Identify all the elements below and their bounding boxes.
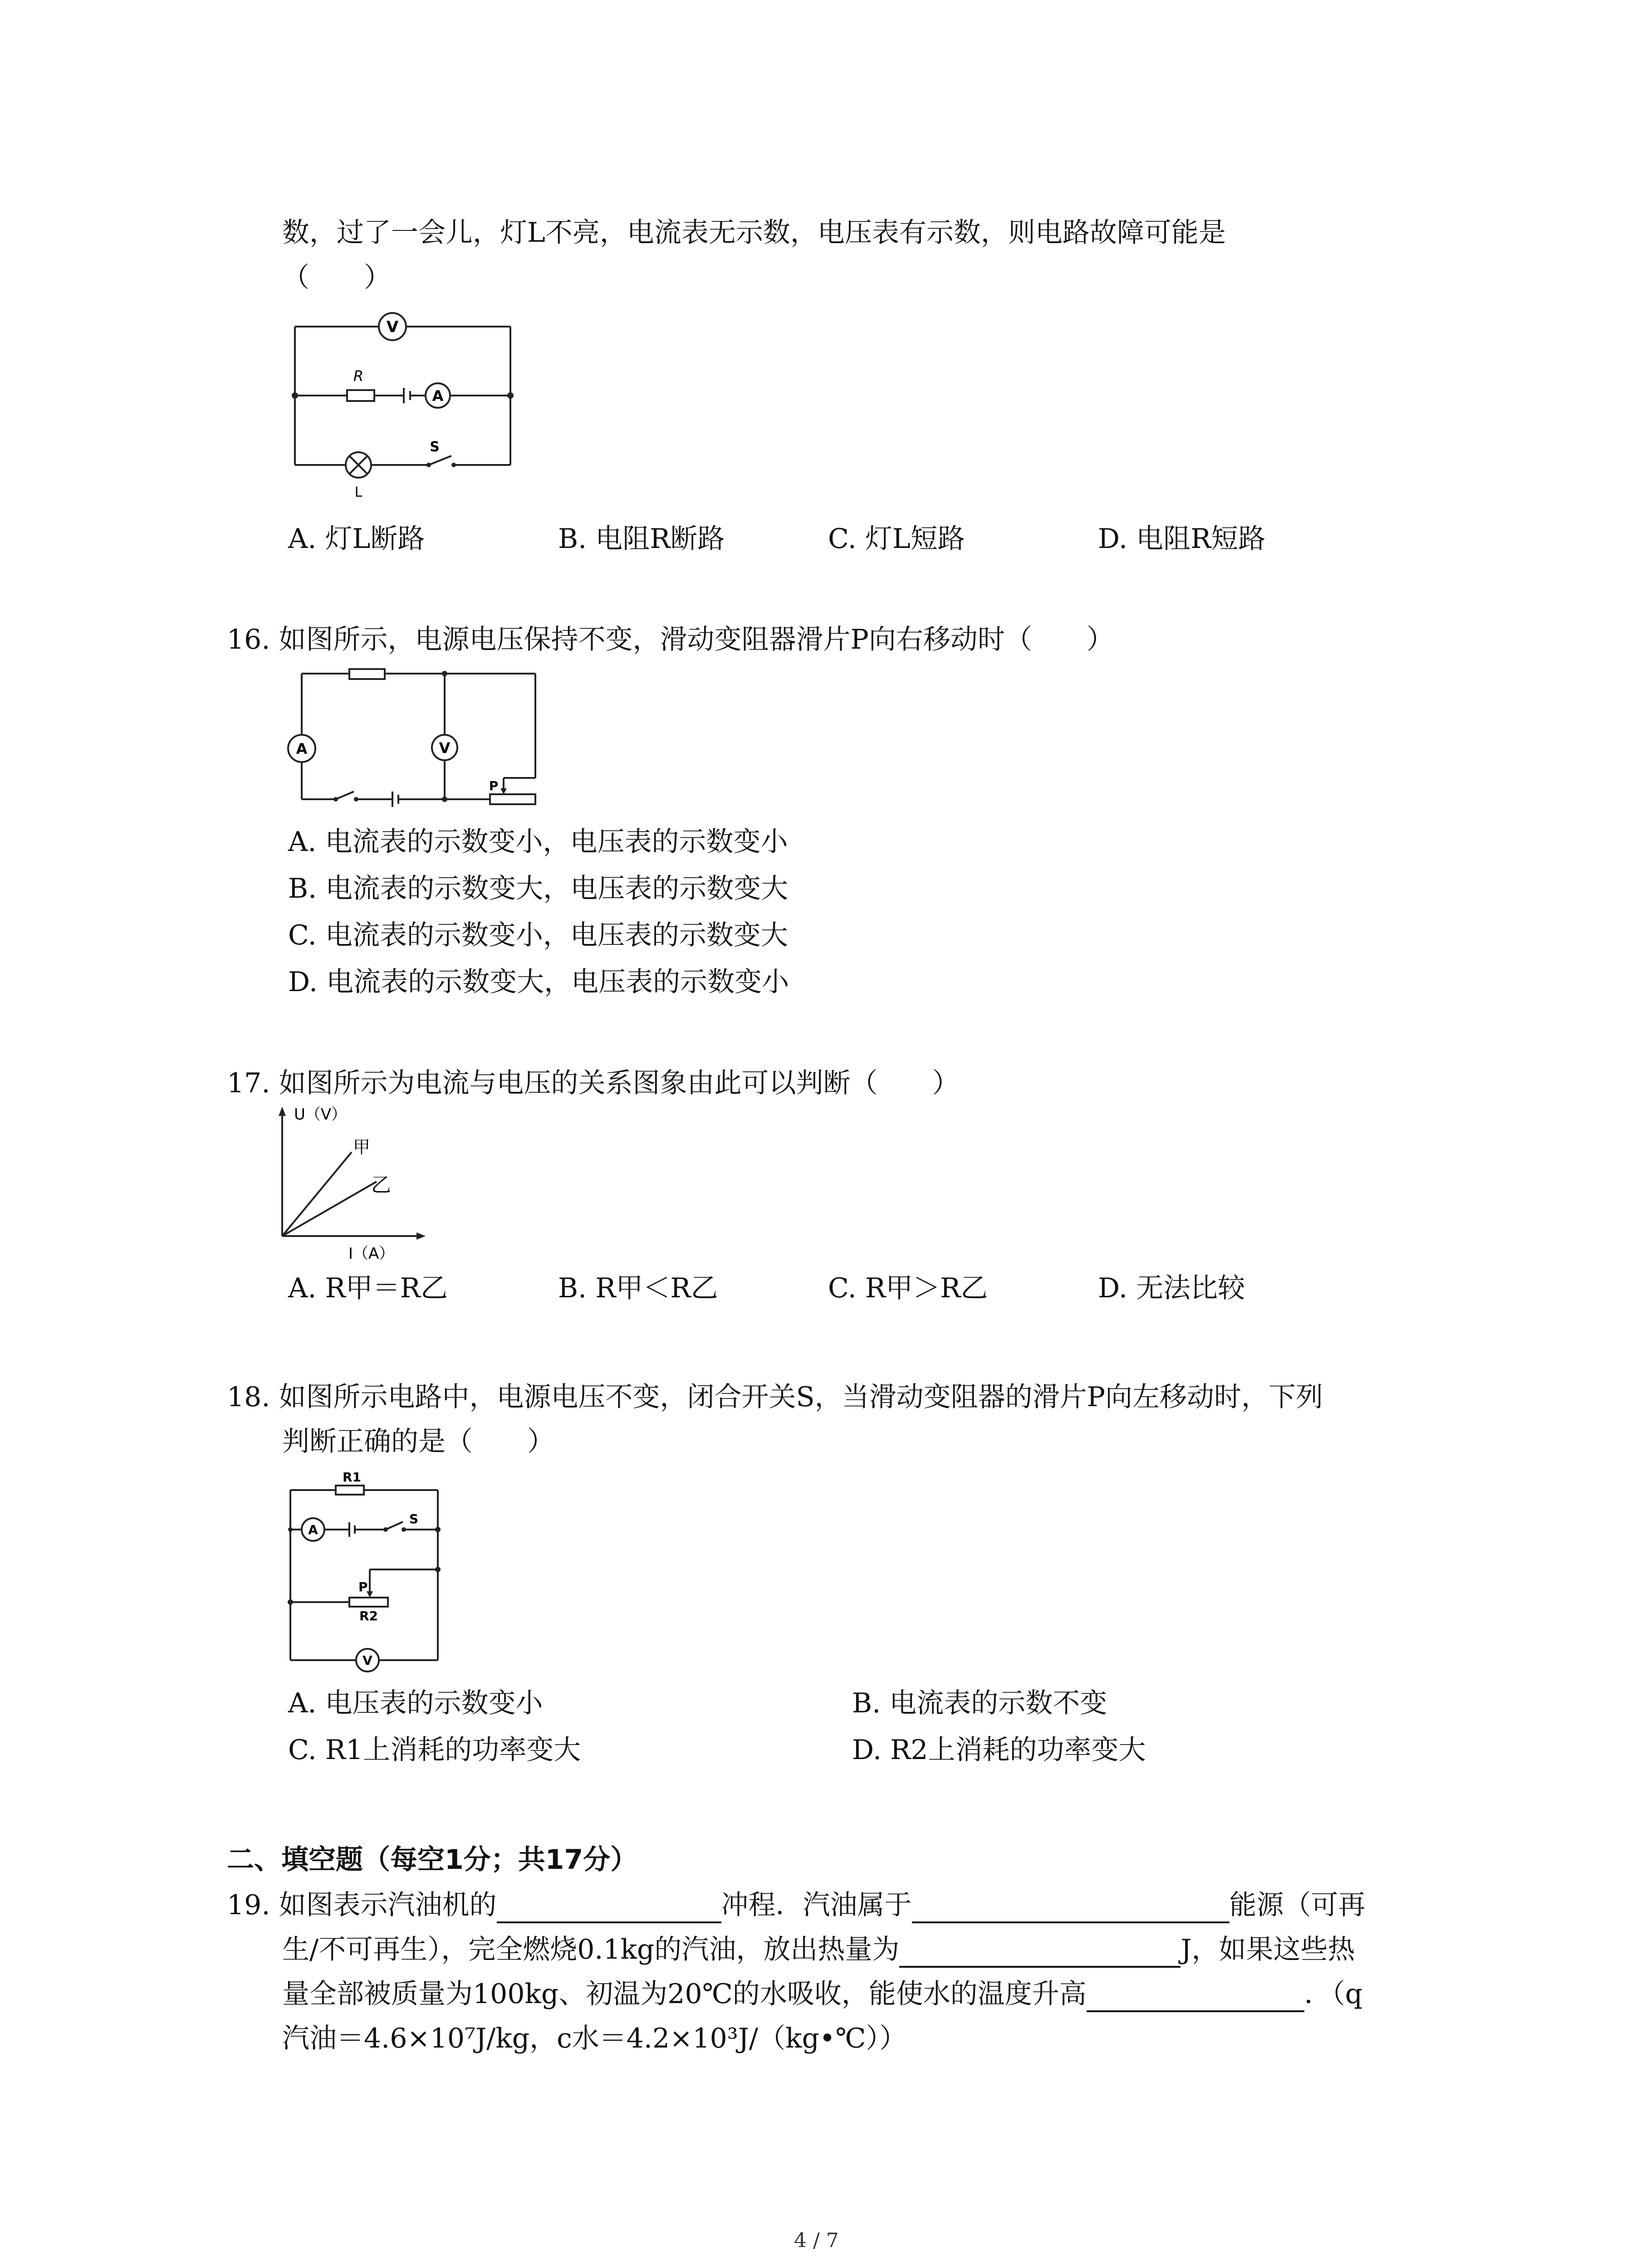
q18-stem-line2: 判断正确的是（ ） <box>282 1426 554 1457</box>
q18-option-c: C. R1上消耗的功率变大 <box>288 1734 581 1766</box>
q16-option-d: D. 电流表的示数变大，电压表的示数变小 <box>288 966 789 998</box>
q18-stem-line1: 18. 如图所示电路中，电源电压不变，闭合开关S，当滑动变阻器的滑片P向左移动时，下列 <box>227 1381 1323 1413</box>
q16-circuit-diagram <box>281 667 544 807</box>
q15-option-c: C. 灯L短路 <box>828 523 965 555</box>
q16-slider-label: P <box>489 778 499 793</box>
section-heading: 二、填空题（每空1分；共17分） <box>227 1844 638 1876</box>
q19-text-3: 能源（可再 <box>1229 1889 1366 1921</box>
q15-lamp-label: L <box>354 484 362 500</box>
q18-switch-label: S <box>409 1511 419 1526</box>
q19-text-6: 量全部被质量为100kg、初温为20℃的水吸收，能使水的温度升高 <box>282 1978 1087 2010</box>
q18-r2-label: R2 <box>359 1608 378 1623</box>
q17-line-yi-label: 乙 <box>371 1173 391 1197</box>
q18-circuit-diagram <box>281 1470 445 1674</box>
q15-circuit-diagram <box>290 313 526 503</box>
q16-option-b: B. 电流表的示数变大，电压表的示数变大 <box>288 873 789 904</box>
q17-y-axis-label: U（V） <box>294 1105 347 1124</box>
q15-stem: 数，过了一会儿，灯L不亮，电流表无示数，电压表有示数，则电路故障可能是 <box>282 217 1226 249</box>
q16-ammeter-label: A <box>296 740 308 758</box>
q19-text-2: 冲程．汽油属于 <box>721 1889 912 1921</box>
q18-slider-label: P <box>358 1579 368 1594</box>
q15-ammeter-label: A <box>432 387 444 405</box>
q15-option-d: D. 电阻R短路 <box>1098 523 1266 555</box>
q16-stem: 16. 如图所示，电源电压保持不变，滑动变阻器滑片P向右移动时（ ） <box>227 624 1114 655</box>
q15-switch-label: S <box>430 439 440 455</box>
q17-x-axis-label: I（A） <box>348 1245 395 1263</box>
q16-voltmeter-label: V <box>439 739 451 757</box>
q15-voltmeter-label: V <box>386 318 399 336</box>
q17-option-a: A. R甲＝R乙 <box>288 1272 448 1304</box>
q15-option-a: A. 灯L断路 <box>288 523 425 555</box>
q19-text-7: ．（q <box>1304 1978 1363 2010</box>
q19-text-4: 生/不可再生），完全燃烧0.1kg的汽油，放出热量为 <box>282 1934 900 1965</box>
q19-blank-stroke <box>497 1893 721 1923</box>
q19-blank-heat <box>899 1938 1181 1968</box>
q18-r1-label: R1 <box>343 1470 362 1485</box>
q18-ammeter-label: A <box>308 1522 318 1537</box>
q18-option-d: D. R2上消耗的功率变大 <box>852 1734 1146 1766</box>
q17-line-jia-label: 甲 <box>353 1137 371 1157</box>
q18-option-a: A. 电压表的示数变小 <box>288 1687 543 1719</box>
q16-option-a: A. 电流表的示数变小，电压表的示数变小 <box>288 826 788 858</box>
q19-line2 <box>282 1931 1355 1968</box>
q15-option-b: B. 电阻R断路 <box>558 523 725 555</box>
q18-voltmeter-label: V <box>362 1653 372 1668</box>
q17-option-d: D. 无法比较 <box>1098 1272 1245 1304</box>
q19-text-5: J，如果这些热 <box>1181 1934 1355 1965</box>
q17-option-b: B. R甲＜R乙 <box>558 1272 718 1304</box>
q19-line3 <box>282 1976 1362 2012</box>
q15-answer-paren: （ ） <box>282 262 391 293</box>
q17-option-c: C. R甲＞R乙 <box>828 1272 988 1304</box>
q17-stem: 17. 如图所示为电流与电压的关系图象由此可以判断（ ） <box>227 1067 960 1099</box>
page-number: 4 / 7 <box>794 2229 839 2252</box>
q18-option-b: B. 电流表的示数不变 <box>852 1687 1107 1719</box>
q19-text-1: 19. 如图表示汽油机的 <box>227 1889 497 1921</box>
q19-blank-energy-type <box>912 1893 1230 1923</box>
q19-blank-temperature <box>1087 1982 1304 2012</box>
q19-constants: 汽油＝4.6×10⁷J/kg，c水＝4.2×10³J/（kg•℃）） <box>282 2023 907 2054</box>
q19-line1 <box>227 1887 1366 1923</box>
q17-ui-graph <box>272 1102 436 1266</box>
q15-resistor-label: R <box>353 367 364 385</box>
q16-option-c: C. 电流表的示数变小，电压表的示数变大 <box>288 919 788 951</box>
